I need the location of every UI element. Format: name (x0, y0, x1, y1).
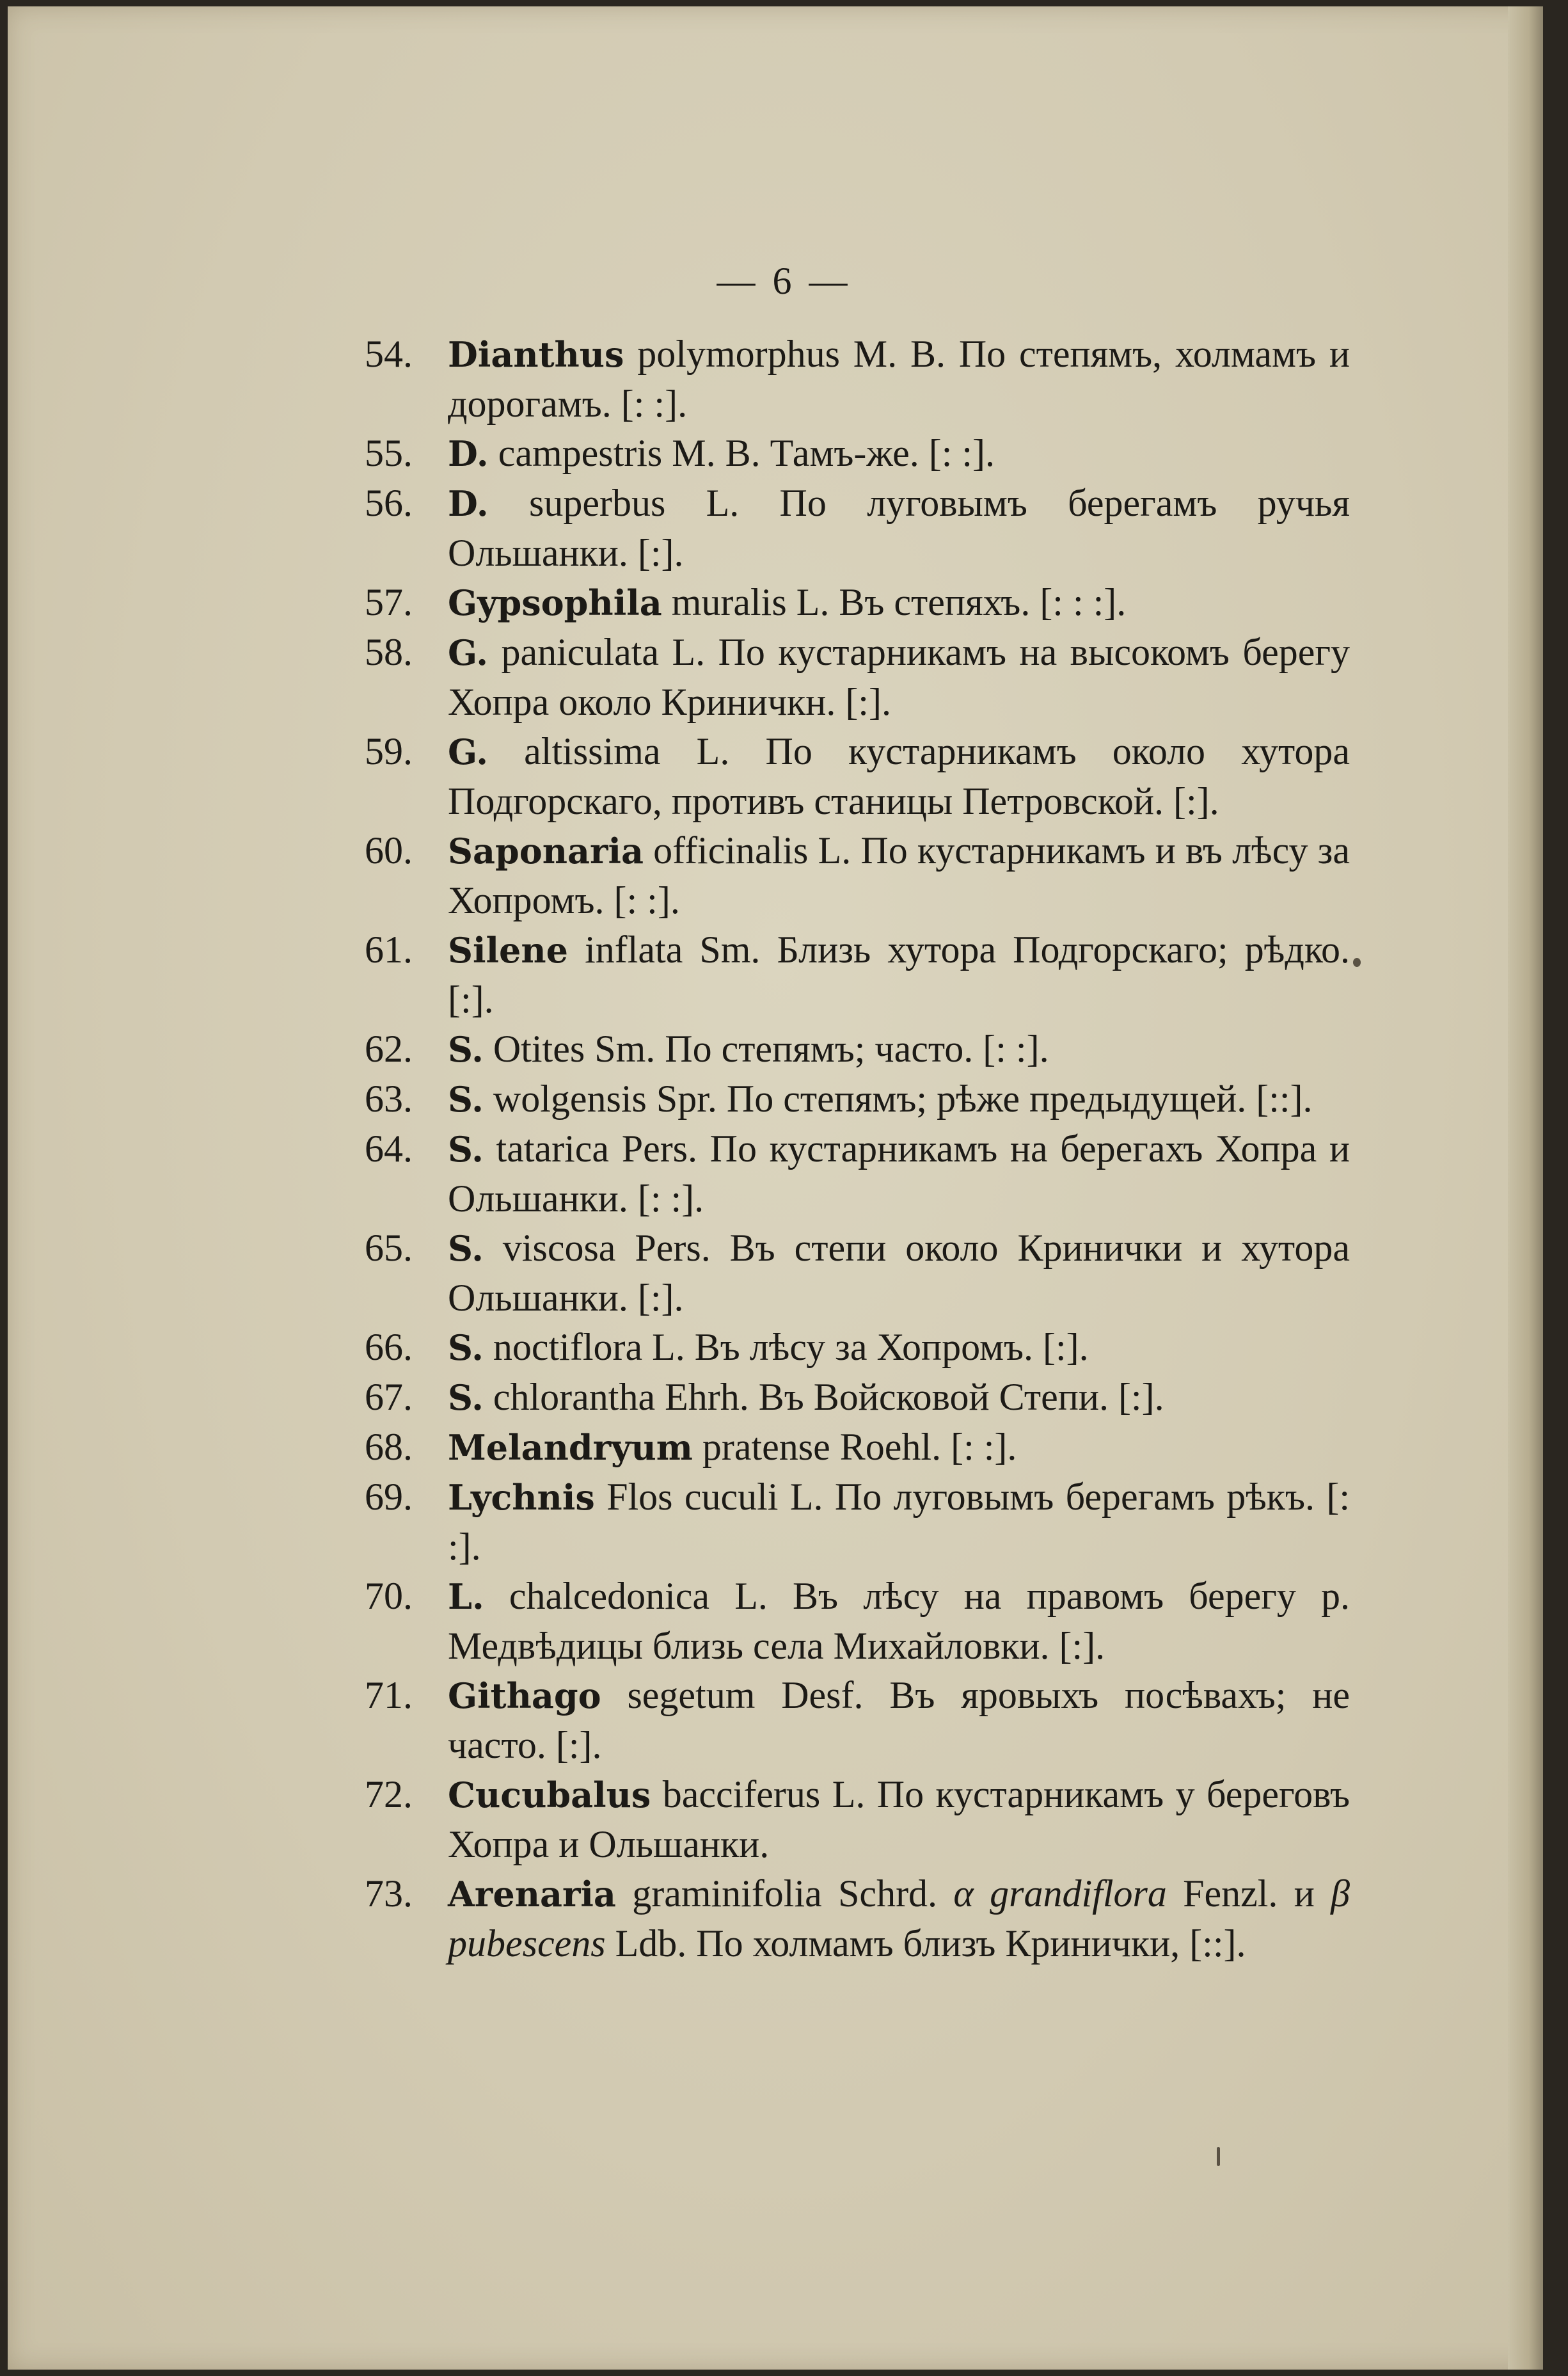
entry-text: superbus L. По луговымъ берегамъ ручья Ольшанки. [:]. (448, 482, 1350, 574)
species-entry (365, 1472, 1350, 1572)
species-entry (365, 1770, 1350, 1869)
entry-number: 59. (365, 730, 413, 772)
genus-name: D. (448, 433, 489, 474)
genus-name: S. (448, 1029, 484, 1070)
entry-number: 66. (365, 1326, 413, 1368)
entry-number: 64. (365, 1128, 413, 1170)
genus-name: Dianthus (448, 334, 624, 375)
genus-name: Gypsophila (448, 582, 662, 623)
species-entry (365, 1124, 1350, 1224)
species-list (365, 330, 1350, 1968)
species-entry (365, 1423, 1350, 1472)
species-entry (365, 479, 1350, 578)
entry-number: 63. (365, 1078, 413, 1120)
entry-text: Ldb. По холмамъ близъ Кринички, [::]. (605, 1922, 1246, 1965)
species-entry (365, 1025, 1350, 1074)
entry-number: 60. (365, 829, 413, 872)
species-entry (365, 330, 1350, 429)
entry-text: wolgensis Spr. По степямъ; рѣже предыдущей. [::]. (483, 1078, 1313, 1120)
entry-text: altissima L. По кустарникамъ около хутора Подгорскаго, противъ станицы Петровской. [:]. (448, 730, 1350, 822)
variety-alpha: α grandiflora (953, 1872, 1167, 1915)
entry-number: 69. (365, 1476, 413, 1518)
species-entry (365, 1869, 1350, 1968)
genus-name: S. (448, 1129, 484, 1170)
entry-text: paniculata L. По кустарникамъ на высокомъ берегу Хопра около Криничкн. [:]. (448, 631, 1350, 723)
entry-number: 70. (365, 1575, 413, 1617)
genus-name: S. (448, 1377, 484, 1418)
entry-number: 55. (365, 432, 413, 474)
entry-number: 61. (365, 929, 413, 971)
species-entry (365, 1074, 1350, 1124)
entry-text: pratense Roehl. [: :]. (692, 1426, 1017, 1468)
entry-text: campestris M. B. Тамъ-же. [: :]. (488, 432, 995, 474)
entry-text: muralis L. Въ степяхъ. [: : :]. (661, 581, 1127, 623)
genus-name: Saponaria (448, 831, 644, 872)
genus-name: L. (448, 1576, 484, 1617)
genus-name: G. (448, 731, 488, 772)
species-entry (365, 1224, 1350, 1323)
species-entry (365, 1373, 1350, 1423)
species-entry (365, 628, 1350, 727)
entry-number: 71. (365, 1674, 413, 1716)
entry-text: noctiflora L. Въ лѣсу за Хопромъ. [:]. (483, 1326, 1089, 1368)
entry-number: 65. (365, 1227, 413, 1269)
genus-name: Cucubalus (448, 1774, 651, 1815)
genus-name: D. (448, 483, 489, 524)
species-entry (365, 1323, 1350, 1373)
species-entry (365, 727, 1350, 826)
entry-number: 57. (365, 581, 413, 623)
entry-number: 54. (365, 333, 413, 375)
species-entry (365, 429, 1350, 479)
entry-number: 68. (365, 1426, 413, 1468)
entry-number: 62. (365, 1028, 413, 1070)
entry-text: Flos cuculi L. По луговымъ берегамъ рѣкъ. [: :]. (448, 1476, 1350, 1568)
entry-text: bacciferus L. По кустарникамъ у береговъ Хопра и Ольшанки. (448, 1773, 1350, 1865)
species-entry (365, 1671, 1350, 1770)
entry-number: 56. (365, 482, 413, 524)
genus-name: S. (448, 1228, 484, 1269)
ink-speck (1217, 2147, 1220, 2166)
genus-name: S. (448, 1079, 484, 1120)
genus-name: Melandryum (448, 1427, 693, 1468)
entry-text: Otites Sm. По степямъ; часто. [: :]. (483, 1028, 1049, 1070)
entry-text: polymorphus M. B. По степямъ, холмамъ и дорогамъ. [: :]. (448, 333, 1350, 425)
entry-text: chalcedonica L. Въ лѣсу на правомъ берегу р. Медвѣдицы близь села Михайловки. [:]. (448, 1575, 1350, 1667)
genus-name: G. (448, 632, 488, 673)
entry-text: Fenzl. и (1166, 1872, 1331, 1915)
entry-text: officinalis L. По кустарникамъ и въ лѣсу за Хопромъ. [: :]. (448, 829, 1350, 921)
variety-beta: β pubescens (448, 1872, 1350, 1965)
entry-number: 72. (365, 1773, 413, 1815)
page-spine-shadow (1508, 6, 1543, 2370)
species-entry (365, 578, 1350, 628)
ink-speck (1353, 958, 1361, 967)
entry-text: viscosa Pers. Въ степи около Кринички и хутора Ольшанки. [:]. (448, 1227, 1350, 1319)
genus-name: Githago (448, 1675, 601, 1716)
species-entry (365, 826, 1350, 925)
species-entry (365, 925, 1350, 1025)
entry-text: segetum Desf. Въ яровыхъ посѣвахъ; не часто. [:]. (448, 1674, 1350, 1766)
genus-name: S. (448, 1327, 484, 1368)
entry-text: graminifolia Schrd. (615, 1872, 954, 1915)
entry-number: 73. (365, 1872, 413, 1915)
genus-name: Arenaria (448, 1874, 616, 1915)
entry-text: chlorantha Ehrh. Въ Войсковой Степи. [:]. (483, 1376, 1164, 1418)
species-entry (365, 1572, 1350, 1671)
entry-number: 58. (365, 631, 413, 673)
entry-text: inflata Sm. Близь хутора Подгорскаго; рѣдко. [:]. (448, 929, 1350, 1021)
genus-name: Lychnis (448, 1477, 595, 1518)
entry-number: 67. (365, 1376, 413, 1418)
entry-text: tatarica Pers. По кустарникамъ на берегахъ Хопра и Ольшанки. [: :]. (448, 1128, 1350, 1220)
page-number: — 6 — (717, 260, 851, 302)
genus-name: Silene (448, 930, 568, 971)
